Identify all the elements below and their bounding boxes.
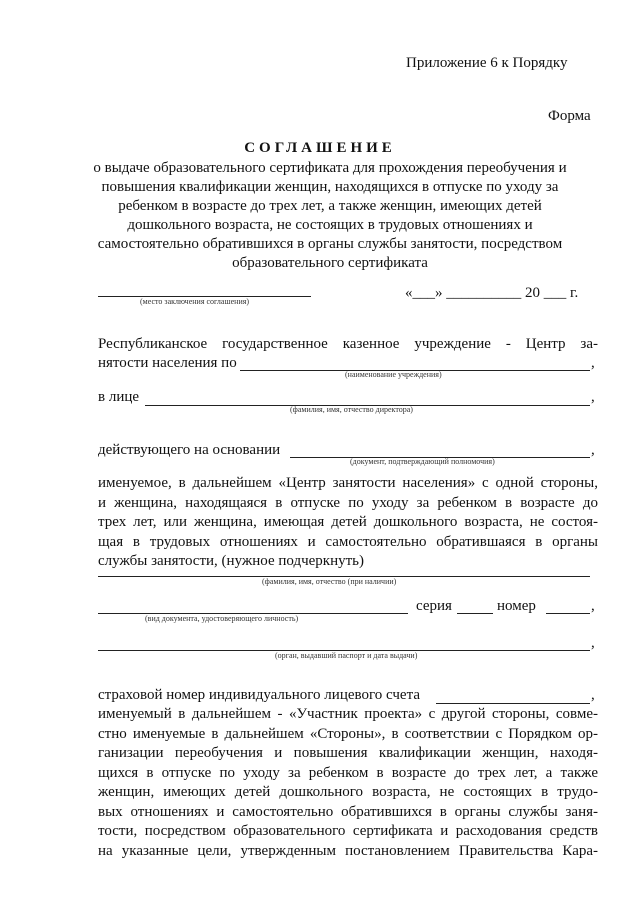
fio-caption: (фамилия, имя, отчество (при наличии) — [262, 577, 397, 586]
snils-field-line — [436, 703, 590, 704]
final-line: женщин, имеющих детей дошкольного возраста, не состоящих в трудо- — [98, 784, 598, 800]
parties-line: щая в трудовых отношениях и самостоятельно обратившаяся в органы — [98, 534, 598, 550]
parties-line: службы занятости, (нужное подчеркнуть) — [98, 553, 364, 569]
appendix-label: Приложение 6 к Порядку — [406, 55, 568, 71]
subtitle-line: повышения квалификации женщин, находящихся в отпуске по уходу за — [101, 179, 559, 195]
final-line: щихся в отпуске по уходу за ребенком в возрасте до трех лет, а также — [98, 765, 598, 781]
document-end: , — [591, 598, 595, 614]
basis-caption: (документ, подтверждающий полномочия) — [350, 457, 495, 466]
series-field-line — [457, 613, 493, 614]
subtitle-line: о выдаче образовательного сертификата для прохождения переобучения и — [93, 160, 567, 176]
form-label: Форма — [548, 108, 591, 124]
subtitle-line: ребенком в возрасте до трех лет, а также женщин, имеющих детей — [118, 198, 542, 214]
parties-line: именуемое, в дальнейшем «Центр занятости населения» с одной стороны, — [98, 475, 598, 491]
subtitle-line: самостоятельно обратившихся в органы службы занятости, посредством — [97, 236, 563, 252]
place-caption: (место заключения соглашения) — [140, 297, 250, 306]
number-field-line — [546, 613, 590, 614]
intro-line-2-prefix: нятости населения по — [98, 355, 237, 371]
intro-line-2-end: , — [591, 355, 595, 371]
person-end: , — [591, 389, 595, 405]
basis-end: , — [591, 442, 595, 458]
subtitle-line: дошкольного возраста, не состоящих в трудовых отношениях и — [127, 217, 533, 233]
parties-line: и женщина, находящаяся в отпуске по уходу за ребенком в возрасте до — [98, 495, 598, 511]
snils-prefix: страховой номер индивидуального лицевого счета — [98, 687, 420, 703]
issuer-caption: (орган, выдавший паспорт и дата выдачи) — [275, 651, 418, 660]
parties-line: трех лет, или женщина, имеющая детей дошкольного возраста, не состоя- — [98, 514, 598, 530]
institution-caption: (наименование учреждения) — [345, 370, 442, 379]
final-line: вых отношениях и самостоятельно обратившихся в органы службы заня- — [98, 804, 598, 820]
number-label: номер — [497, 598, 536, 614]
document-title: СОГЛАШЕНИЕ — [244, 140, 396, 156]
final-line: именуемый в дальнейшем - «Участник проекта» с другой стороны, совме- — [98, 706, 598, 722]
subtitle-line: образовательного сертификата — [232, 255, 428, 271]
basis-prefix: действующего на основании — [98, 442, 281, 458]
final-line: стно именуемые в дальнейшем «Стороны», в соответствии с Порядком ор- — [98, 726, 598, 742]
snils-end: , — [591, 687, 595, 703]
issuer-end: , — [591, 635, 595, 651]
document-caption: (вид документа, удостоверяющего личность) — [145, 614, 299, 623]
final-line: ганизации переобучения и повышения квалификации женщин, находя- — [98, 745, 598, 761]
person-prefix: в лице — [98, 389, 140, 405]
final-line: на указанные цели, утвержденным постановлением Правительства Кара- — [98, 843, 598, 859]
final-line: тости, посредством образовательного сертификата и расходования средств — [98, 823, 598, 839]
series-label: серия — [416, 598, 452, 614]
intro-line-1: Республиканское государственное казенное учреждение - Центр за- — [98, 336, 598, 352]
director-caption: (фамилия, имя, отчество директора) — [290, 405, 413, 414]
document-subtitle — [90, 159, 570, 273]
date-field: «___» __________ 20 ___ г. — [405, 285, 579, 301]
